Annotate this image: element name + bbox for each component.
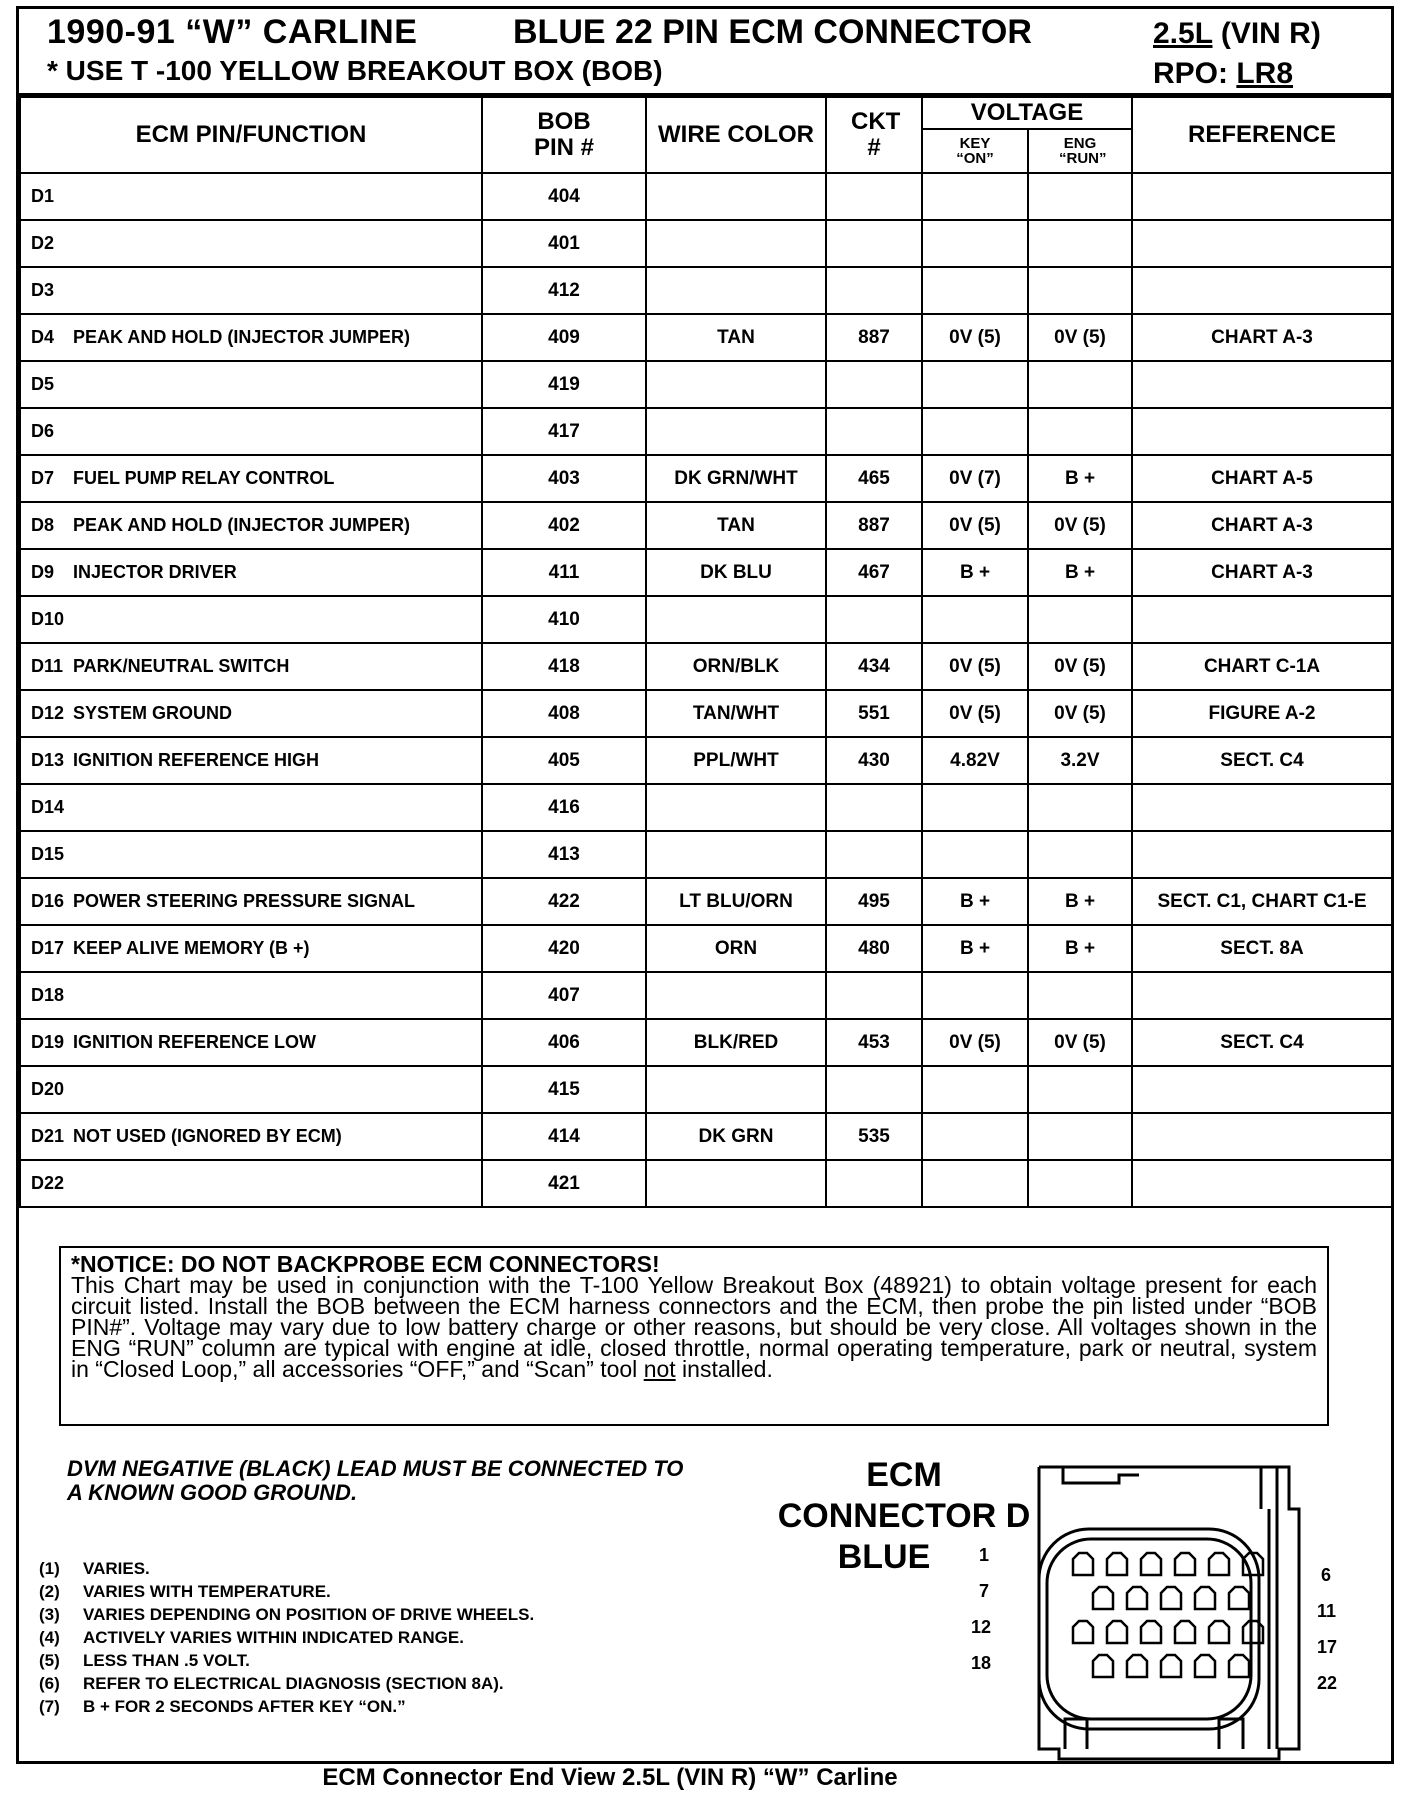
key-on-voltage-cell (922, 267, 1028, 314)
reference-cell (1132, 361, 1392, 408)
pin-cavity (1229, 1587, 1249, 1609)
connector-end-view-drawing (1029, 1449, 1309, 1767)
header-ckt: CKT # (826, 97, 922, 173)
circuit-cell: 430 (826, 737, 922, 784)
header-eng-run: ENG “RUN” (1028, 129, 1132, 173)
key-on-voltage-cell (922, 1160, 1028, 1207)
circuit-cell: 887 (826, 502, 922, 549)
footnote-number: (6) (39, 1674, 60, 1693)
pin-function: NOT USED (IGNORED BY ECM) (73, 1126, 342, 1146)
wire-color-cell: LT BLU/ORN (646, 878, 826, 925)
footnote (39, 1603, 534, 1626)
key-on-voltage-cell (922, 1113, 1028, 1160)
reference-cell: CHART A-3 (1132, 314, 1392, 361)
reference-cell: FIGURE A-2 (1132, 690, 1392, 737)
header-function: ECM PIN/FUNCTION (20, 97, 482, 173)
pin-cavities (1073, 1553, 1263, 1677)
eng-run-voltage-cell (1028, 220, 1132, 267)
wire-color-cell: PPL/WHT (646, 737, 826, 784)
wire-color-cell (646, 173, 826, 220)
header-key-on: KEY “ON” (922, 129, 1028, 173)
pin-function-cell (20, 690, 482, 737)
header-reference: REFERENCE (1132, 97, 1392, 173)
header-wire-color: WIRE COLOR (646, 97, 826, 173)
pin-function-cell (20, 361, 482, 408)
pin-id: D7 (31, 468, 55, 488)
footnote-number: (2) (39, 1582, 60, 1601)
circuit-cell (826, 1066, 922, 1113)
connector-feet (1065, 1719, 1243, 1749)
pin-id: D13 (31, 750, 65, 770)
circuit-cell: 465 (826, 455, 922, 502)
eng-run-voltage-cell (1028, 1113, 1132, 1160)
bob-pin-cell: 421 (482, 1160, 646, 1207)
circuit-cell (826, 1160, 922, 1207)
pin-function-cell (20, 314, 482, 361)
key-on-voltage-cell: 4.82V (922, 737, 1028, 784)
eng-run-voltage-cell: 0V (5) (1028, 1019, 1132, 1066)
connector-side-guide (1269, 1509, 1277, 1749)
rpo-caption: RPO: (1153, 57, 1228, 90)
circuit-cell: 434 (826, 643, 922, 690)
header-voltage: VOLTAGE (922, 97, 1132, 129)
wire-color-cell (646, 220, 826, 267)
pin-id: D16 (31, 891, 65, 911)
pin-function-cell (20, 549, 482, 596)
circuit-cell: 887 (826, 314, 922, 361)
pin-function-cell (20, 502, 482, 549)
eng-run-voltage-cell: 0V (5) (1028, 314, 1132, 361)
bob-pin-cell: 409 (482, 314, 646, 361)
wire-color-cell (646, 1160, 826, 1207)
pin-function-cell (20, 925, 482, 972)
bob-pin-cell: 408 (482, 690, 646, 737)
reference-cell: CHART A-5 (1132, 455, 1392, 502)
bob-pin-cell: 418 (482, 643, 646, 690)
pin-id: D22 (31, 1173, 65, 1193)
key-on-voltage-cell (922, 173, 1028, 220)
bob-pin-cell: 414 (482, 1113, 646, 1160)
connector-label-line2: CONNECTOR D (777, 1497, 1031, 1535)
notice-text: This Chart may be used in conjunction with the T-100 Yellow Breakout Box (48921) to obtain voltage present for each circuit listed. Install the BOB between the ECM harness connectors and the ECM, then probe the pin listed under “BOB PIN#”. Voltage may vary due to low battery charge or other reasons, but should be very close. All voltages shown in the ENG “RUN” column are typical with engine at idle, closed throttle, normal operating temperature, park or neutral, system in “Closed Loop,” all accessories “OFF,” and “Scan” tool (71, 1272, 1317, 1382)
wire-color-cell (646, 831, 826, 878)
footnote-text: B + FOR 2 SECONDS AFTER KEY “ON.” (83, 1697, 406, 1716)
pin-cavity (1107, 1621, 1127, 1643)
reference-cell (1132, 408, 1392, 455)
pin-id: D18 (31, 985, 65, 1005)
notice-body (71, 1272, 1317, 1382)
table-row (20, 878, 1392, 925)
document-frame (16, 6, 1394, 1764)
wire-color-cell: ORN (646, 925, 826, 972)
eng-run-voltage-cell (1028, 596, 1132, 643)
pin-id: D12 (31, 703, 65, 723)
table-row (20, 643, 1392, 690)
reference-cell (1132, 596, 1392, 643)
pin-rows (20, 173, 1392, 1207)
footnote-text: VARIES DEPENDING ON POSITION OF DRIVE WHEELS. (83, 1605, 535, 1624)
eng-run-voltage-cell (1028, 267, 1132, 314)
key-on-voltage-cell: B + (922, 925, 1028, 972)
bob-pin-cell: 404 (482, 173, 646, 220)
table-row (20, 831, 1392, 878)
notice-not: not (643, 1356, 676, 1382)
pin-function: IGNITION REFERENCE LOW (73, 1032, 316, 1052)
footnote-number: (1) (39, 1559, 60, 1578)
table-row (20, 972, 1392, 1019)
footnote (39, 1649, 534, 1672)
pin-function: PEAK AND HOLD (INJECTOR JUMPER) (73, 515, 411, 535)
eng-run-voltage-cell: B + (1028, 925, 1132, 972)
pin-id: D6 (31, 421, 55, 441)
reference-cell (1132, 220, 1392, 267)
wire-color-cell (646, 972, 826, 1019)
wire-color-cell: TAN (646, 502, 826, 549)
pin-function-cell (20, 643, 482, 690)
table-row (20, 408, 1392, 455)
connector-title: BLUE 22 PIN ECM CONNECTOR (513, 13, 1032, 51)
footnote-number: (4) (39, 1628, 60, 1647)
wire-color-cell: TAN (646, 314, 826, 361)
pin-number-6: 6 (1321, 1565, 1332, 1585)
footnote (39, 1695, 534, 1718)
footnotes (39, 1557, 534, 1718)
reference-cell: SECT. C1, CHART C1-E (1132, 878, 1392, 925)
pin-function-cell (20, 173, 482, 220)
pin-cavity (1093, 1655, 1113, 1677)
pin-function-cell (20, 1160, 482, 1207)
circuit-cell: 453 (826, 1019, 922, 1066)
carline-title: 1990-91 “W” CARLINE (47, 13, 418, 51)
pin-function-cell (20, 1066, 482, 1113)
pin-function-cell (20, 267, 482, 314)
bob-pin-cell: 405 (482, 737, 646, 784)
pin-cavity (1107, 1553, 1127, 1575)
circuit-cell (826, 408, 922, 455)
pin-function-cell (20, 596, 482, 643)
pin-cavity (1073, 1621, 1093, 1643)
eng-run-voltage-cell (1028, 972, 1132, 1019)
reference-cell: CHART A-3 (1132, 549, 1392, 596)
pin-cavity (1175, 1621, 1195, 1643)
table-row (20, 549, 1392, 596)
pin-function: PEAK AND HOLD (INJECTOR JUMPER) (73, 327, 411, 347)
table-row (20, 1160, 1392, 1207)
circuit-cell (826, 784, 922, 831)
wire-color-cell: ORN/BLK (646, 643, 826, 690)
pin-number-22: 22 (1317, 1673, 1338, 1693)
pin-function: POWER STEERING PRESSURE SIGNAL (73, 891, 416, 911)
bob-pin-cell: 417 (482, 408, 646, 455)
pin-cavity (1093, 1587, 1113, 1609)
pin-number-12: 12 (971, 1617, 992, 1637)
circuit-cell (826, 220, 922, 267)
bob-pin-cell: 407 (482, 972, 646, 1019)
footnote (39, 1580, 534, 1603)
key-on-voltage-cell (922, 596, 1028, 643)
wire-color-cell: DK GRN/WHT (646, 455, 826, 502)
circuit-cell: 535 (826, 1113, 922, 1160)
notice-text-end: installed. (675, 1356, 773, 1382)
footnote (39, 1626, 534, 1649)
bob-pin-cell: 401 (482, 220, 646, 267)
eng-run-voltage-cell: B + (1028, 878, 1132, 925)
circuit-cell: 551 (826, 690, 922, 737)
footnote-text: VARIES. (83, 1559, 150, 1578)
pin-id: D19 (31, 1032, 65, 1052)
pin-function-cell (20, 408, 482, 455)
rpo-code: LR8 (1236, 57, 1294, 90)
footnote-text: LESS THAN .5 VOLT. (83, 1651, 250, 1670)
footnote-number: (3) (39, 1605, 60, 1624)
key-on-voltage-cell: B + (922, 878, 1028, 925)
bob-instruction: * USE T -100 YELLOW BREAKOUT BOX (BOB) (47, 55, 663, 86)
key-on-voltage-cell: 0V (5) (922, 643, 1028, 690)
key-on-voltage-cell: 0V (7) (922, 455, 1028, 502)
key-on-voltage-cell: 0V (5) (922, 1019, 1028, 1066)
reference-cell (1132, 972, 1392, 1019)
connector-label-line3: BLUE (837, 1538, 931, 1576)
footnote-number: (7) (39, 1697, 60, 1716)
key-on-voltage-cell (922, 972, 1028, 1019)
pin-function: SYSTEM GROUND (73, 703, 233, 723)
bob-pin-cell: 413 (482, 831, 646, 878)
pin-number-1: 1 (979, 1545, 990, 1565)
pin-cavity (1195, 1655, 1215, 1677)
connector-label-line1: ECM (866, 1456, 942, 1494)
table-row (20, 1066, 1392, 1113)
pin-number-11: 11 (1317, 1601, 1337, 1621)
wire-color-cell (646, 1066, 826, 1113)
footnote (39, 1672, 534, 1695)
pin-cavity (1127, 1587, 1147, 1609)
circuit-cell (826, 972, 922, 1019)
pin-cavity (1209, 1621, 1229, 1643)
table-row (20, 596, 1392, 643)
pin-number-7: 7 (979, 1581, 990, 1601)
pin-cavity (1229, 1655, 1249, 1677)
pin-number-18: 18 (971, 1653, 992, 1673)
dvm-warning: DVM NEGATIVE (BLACK) LEAD MUST BE CONNECTED TO A KNOWN GOOD GROUND. (67, 1456, 684, 1505)
bob-pin-cell: 420 (482, 925, 646, 972)
wire-color-cell (646, 784, 826, 831)
eng-run-voltage-cell: 0V (5) (1028, 690, 1132, 737)
eng-run-voltage-cell: 3.2V (1028, 737, 1132, 784)
connector-inner-shell (1047, 1539, 1251, 1719)
pin-function-cell (20, 831, 482, 878)
pin-id: D2 (31, 233, 55, 253)
pin-function-cell (20, 455, 482, 502)
eng-run-voltage-cell (1028, 831, 1132, 878)
key-on-voltage-cell: B + (922, 549, 1028, 596)
table-row (20, 1113, 1392, 1160)
reference-cell (1132, 1113, 1392, 1160)
pin-cavity (1127, 1655, 1147, 1677)
wire-color-cell: TAN/WHT (646, 690, 826, 737)
vin-code: (VIN R) (1220, 17, 1321, 50)
pin-function-cell (20, 220, 482, 267)
pin-function-cell (20, 972, 482, 1019)
pin-cavity (1195, 1587, 1215, 1609)
pin-id: D3 (31, 280, 55, 300)
table-row (20, 361, 1392, 408)
key-on-voltage-cell (922, 831, 1028, 878)
footnote-number: (5) (39, 1651, 60, 1670)
eng-run-voltage-cell (1028, 1160, 1132, 1207)
key-on-voltage-cell: 0V (5) (922, 502, 1028, 549)
bob-pin-cell: 419 (482, 361, 646, 408)
table-row (20, 314, 1392, 361)
pin-cavity (1161, 1655, 1181, 1677)
rpo-label (1153, 57, 1293, 91)
pin-cavity (1141, 1553, 1161, 1575)
table-row (20, 925, 1392, 972)
pin-function-cell (20, 737, 482, 784)
key-on-voltage-cell: 0V (5) (922, 314, 1028, 361)
reference-cell (1132, 267, 1392, 314)
pin-function: FUEL PUMP RELAY CONTROL (73, 468, 335, 488)
table-row (20, 173, 1392, 220)
eng-run-voltage-cell (1028, 408, 1132, 455)
bob-pin-cell: 410 (482, 596, 646, 643)
bob-pin-cell: 402 (482, 502, 646, 549)
key-on-voltage-cell (922, 220, 1028, 267)
reference-cell (1132, 173, 1392, 220)
pin-cavity (1073, 1553, 1093, 1575)
wire-color-cell: BLK/RED (646, 1019, 826, 1066)
pin-function: KEEP ALIVE MEMORY (B +) (73, 938, 310, 958)
bob-pin-cell: 412 (482, 267, 646, 314)
key-on-voltage-cell (922, 1066, 1028, 1113)
pin-number-17: 17 (1317, 1637, 1338, 1657)
bob-pin-cell: 422 (482, 878, 646, 925)
header-bob-pin: BOB PIN # (482, 97, 646, 173)
circuit-cell (826, 361, 922, 408)
bob-pin-cell: 416 (482, 784, 646, 831)
reference-cell: CHART A-3 (1132, 502, 1392, 549)
circuit-cell: 495 (826, 878, 922, 925)
pin-cavity (1141, 1621, 1161, 1643)
circuit-cell (826, 173, 922, 220)
footnote-text: ACTIVELY VARIES WITHIN INDICATED RANGE. (83, 1628, 464, 1647)
key-on-voltage-cell (922, 408, 1028, 455)
reference-cell: SECT. 8A (1132, 925, 1392, 972)
pin-id: D10 (31, 609, 65, 629)
pin-id: D15 (31, 844, 65, 864)
wire-color-cell (646, 408, 826, 455)
pin-function-cell (20, 784, 482, 831)
key-on-voltage-cell: 0V (5) (922, 690, 1028, 737)
notice-title: *NOTICE: DO NOT BACKPROBE ECM CONNECTORS! (71, 1251, 660, 1277)
notice-box (59, 1246, 1329, 1426)
key-on-voltage-cell (922, 361, 1028, 408)
document-header (19, 9, 1391, 96)
wire-color-cell: DK BLU (646, 549, 826, 596)
pin-cavity (1209, 1553, 1229, 1575)
pin-function: PARK/NEUTRAL SWITCH (73, 656, 290, 676)
pin-id: D4 (31, 327, 55, 347)
reference-cell (1132, 1066, 1392, 1113)
eng-run-voltage-cell (1028, 361, 1132, 408)
table-row (20, 1019, 1392, 1066)
pin-cavity (1161, 1587, 1181, 1609)
table-row (20, 455, 1392, 502)
pin-function: IGNITION REFERENCE HIGH (73, 750, 320, 770)
eng-run-voltage-cell (1028, 1066, 1132, 1113)
engine-label (1153, 17, 1321, 51)
table-row (20, 220, 1392, 267)
wire-color-cell (646, 267, 826, 314)
engine-size: 2.5L (1153, 17, 1213, 50)
table-row (20, 737, 1392, 784)
reference-cell: SECT. C4 (1132, 1019, 1392, 1066)
reference-cell (1132, 784, 1392, 831)
table-row (20, 784, 1392, 831)
reference-cell: SECT. C4 (1132, 737, 1392, 784)
pin-id: D1 (31, 186, 55, 206)
wire-color-cell (646, 596, 826, 643)
pin-id: D17 (31, 938, 65, 958)
footnote (39, 1557, 534, 1580)
reference-cell (1132, 831, 1392, 878)
pin-function-cell (20, 1019, 482, 1066)
bob-pin-cell: 411 (482, 549, 646, 596)
connector-rails (1261, 1467, 1277, 1509)
footnote-text: VARIES WITH TEMPERATURE. (83, 1582, 331, 1601)
pin-id: D14 (31, 797, 65, 817)
reference-cell: CHART C-1A (1132, 643, 1392, 690)
eng-run-voltage-cell (1028, 784, 1132, 831)
pin-id: D21 (31, 1126, 65, 1146)
bob-pin-cell: 403 (482, 455, 646, 502)
circuit-cell (826, 831, 922, 878)
wire-color-cell: DK GRN (646, 1113, 826, 1160)
eng-run-voltage-cell: B + (1028, 455, 1132, 502)
circuit-cell: 480 (826, 925, 922, 972)
wire-color-cell (646, 361, 826, 408)
connector-label (759, 1455, 1049, 1578)
pin-id: D20 (31, 1079, 65, 1099)
eng-run-voltage-cell (1028, 173, 1132, 220)
pin-table (19, 96, 1393, 1208)
pin-function: INJECTOR DRIVER (73, 562, 237, 582)
pin-id: D5 (31, 374, 55, 394)
pin-function-cell (20, 878, 482, 925)
pin-function-cell (20, 1113, 482, 1160)
bob-pin-cell: 415 (482, 1066, 646, 1113)
connector-latch (1063, 1467, 1139, 1483)
circuit-cell (826, 596, 922, 643)
table-row (20, 267, 1392, 314)
pin-id: D8 (31, 515, 55, 535)
table-row (20, 690, 1392, 737)
circuit-cell (826, 267, 922, 314)
pin-id: D11 (31, 656, 64, 676)
eng-run-voltage-cell: 0V (5) (1028, 502, 1132, 549)
pin-cavity (1175, 1553, 1195, 1575)
eng-run-voltage-cell: B + (1028, 549, 1132, 596)
pin-id: D9 (31, 562, 55, 582)
footnote-text: REFER TO ELECTRICAL DIAGNOSIS (SECTION 8A). (83, 1674, 504, 1693)
circuit-cell: 467 (826, 549, 922, 596)
key-on-voltage-cell (922, 784, 1028, 831)
reference-cell (1132, 1160, 1392, 1207)
bob-pin-cell: 406 (482, 1019, 646, 1066)
eng-run-voltage-cell: 0V (5) (1028, 643, 1132, 690)
table-row (20, 502, 1392, 549)
figure-caption: ECM Connector End View 2.5L (VIN R) “W” Carline (322, 1764, 898, 1791)
